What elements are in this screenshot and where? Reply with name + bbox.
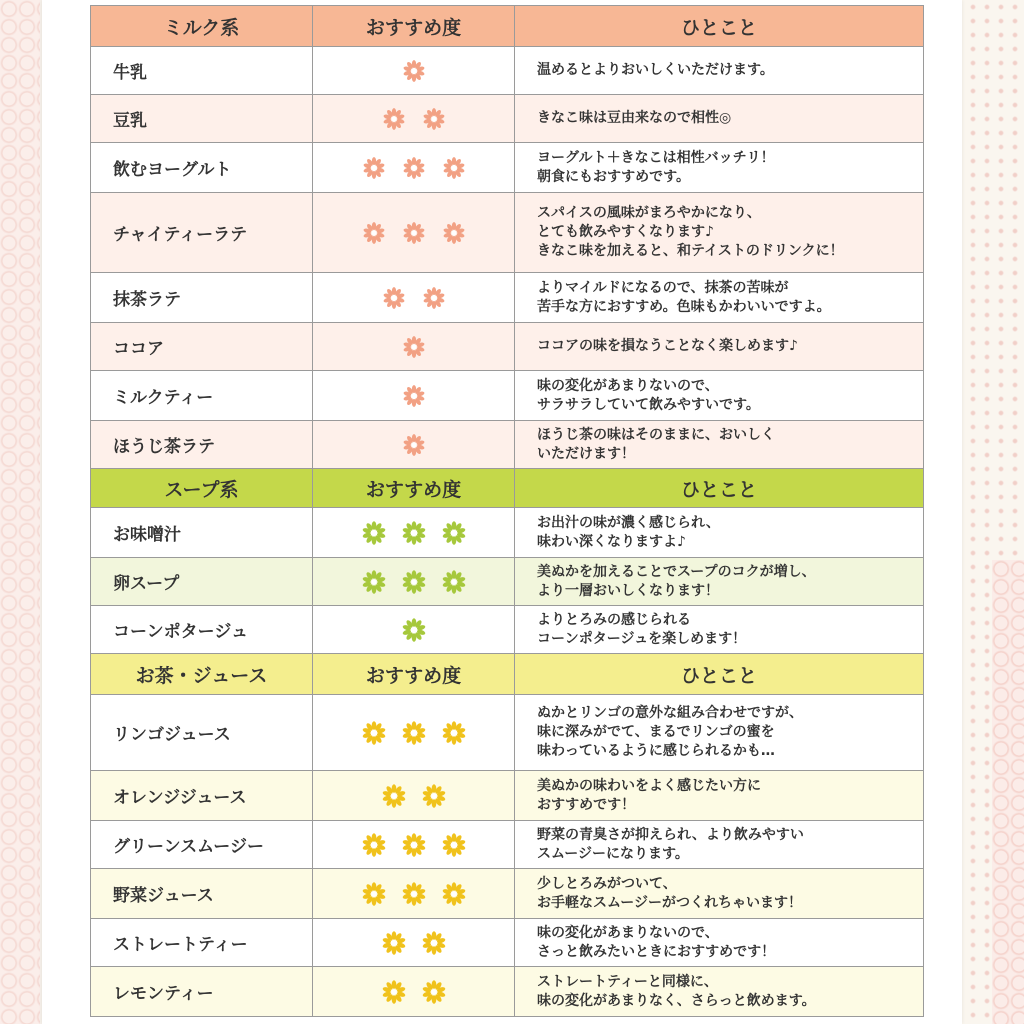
item-name: オレンジジュース xyxy=(91,771,313,821)
flower-icon xyxy=(422,286,446,310)
item-comment: 美ぬかを加えることでスープのコクが増し、 より一層おいしくなります！ xyxy=(515,558,924,606)
item-comment: 野菜の青臭さが抑えられ、より飲みやすい スムージーになります。 xyxy=(515,821,924,869)
comment-header: ひとこと xyxy=(515,6,924,47)
flower-icon xyxy=(401,881,427,907)
flower-icon xyxy=(401,832,427,858)
item-comment: ココアの味を損なうことなく楽しめます♪ xyxy=(515,323,924,371)
table-row xyxy=(91,193,924,273)
flower-icon xyxy=(381,783,407,809)
item-name: 牛乳 xyxy=(91,47,313,95)
item-comment: よりマイルドになるので、抹茶の苦味が 苦手な方におすすめ。色味もかわいいですよ。 xyxy=(515,273,924,323)
recommendation-rating xyxy=(313,421,515,469)
recommendation-rating xyxy=(313,47,515,95)
flower-icon xyxy=(421,979,447,1005)
table-row xyxy=(91,821,924,869)
flower-icon xyxy=(402,156,426,180)
comment-header: ひとこと xyxy=(515,654,924,695)
item-comment: 味の変化があまりないので、 サラサラしていて飲みやすいです。 xyxy=(515,371,924,421)
flower-icon xyxy=(422,107,446,131)
table-row xyxy=(91,695,924,771)
recommendation-rating xyxy=(313,95,515,143)
item-name: 飲むヨーグルト xyxy=(91,143,313,193)
recommendation-rating xyxy=(313,606,515,654)
comment-header: ひとこと xyxy=(515,469,924,508)
recommendation-rating xyxy=(313,371,515,421)
flower-icon xyxy=(402,221,426,245)
flower-icon xyxy=(382,286,406,310)
flower-icon xyxy=(401,617,427,643)
table-row xyxy=(91,508,924,558)
item-comment: 温めるとよりおいしくいただけます。 xyxy=(515,47,924,95)
flower-icon xyxy=(401,520,427,546)
rating-header: おすすめ度 xyxy=(313,469,515,508)
flower-icon xyxy=(441,520,467,546)
table-row xyxy=(91,558,924,606)
item-name: リンゴジュース xyxy=(91,695,313,771)
category-header: お茶・ジュース xyxy=(91,654,313,695)
recommendation-rating xyxy=(313,273,515,323)
item-comment: よりとろみの感じられる コーンポタージュを楽しめます！ xyxy=(515,606,924,654)
recommendation-rating xyxy=(313,508,515,558)
tea-header-row xyxy=(91,654,924,695)
item-name: コーンポタージュ xyxy=(91,606,313,654)
recommendation-rating xyxy=(313,919,515,967)
flower-icon xyxy=(362,156,386,180)
recommendation-rating xyxy=(313,193,515,273)
flower-icon xyxy=(402,335,426,359)
flower-icon xyxy=(381,979,407,1005)
flower-icon xyxy=(421,783,447,809)
item-name: 卵スープ xyxy=(91,558,313,606)
flower-icon xyxy=(402,59,426,83)
recommendation-table xyxy=(90,5,924,1017)
item-name: チャイティーラテ xyxy=(91,193,313,273)
flower-icon xyxy=(441,832,467,858)
background-pattern-right xyxy=(992,560,1024,1024)
flower-icon xyxy=(441,881,467,907)
table-row xyxy=(91,421,924,469)
category-header: スープ系 xyxy=(91,469,313,508)
table-row xyxy=(91,869,924,919)
item-name: 野菜ジュース xyxy=(91,869,313,919)
item-comment: ストレートティーと同様に、 味の変化があまりなく、さらっと飲めます。 xyxy=(515,967,924,1017)
category-header: ミルク系 xyxy=(91,6,313,47)
table-row xyxy=(91,919,924,967)
milk-header-row xyxy=(91,6,924,47)
table-row xyxy=(91,273,924,323)
recommendation-rating xyxy=(313,143,515,193)
item-name: ストレートティー xyxy=(91,919,313,967)
flower-icon xyxy=(441,720,467,746)
item-name: 豆乳 xyxy=(91,95,313,143)
rating-header: おすすめ度 xyxy=(313,6,515,47)
item-name: ほうじ茶ラテ xyxy=(91,421,313,469)
flower-icon xyxy=(361,520,387,546)
item-name: ココア xyxy=(91,323,313,371)
flower-icon xyxy=(361,881,387,907)
table-row xyxy=(91,323,924,371)
item-name: グリーンスムージー xyxy=(91,821,313,869)
flower-icon xyxy=(361,569,387,595)
table-row xyxy=(91,606,924,654)
item-comment: ヨーグルト＋きなこは相性バッチリ！ 朝食にもおすすめです。 xyxy=(515,143,924,193)
table-row xyxy=(91,47,924,95)
recommendation-rating xyxy=(313,821,515,869)
flower-icon xyxy=(442,156,466,180)
table-row xyxy=(91,143,924,193)
item-comment: お出汁の味が濃く感じられ、 味わい深くなりますよ♪ xyxy=(515,508,924,558)
flower-icon xyxy=(361,720,387,746)
table-row xyxy=(91,371,924,421)
item-comment: 少しとろみがついて、 お手軽なスムージーがつくれちゃいます！ xyxy=(515,869,924,919)
flower-icon xyxy=(402,384,426,408)
recommendation-rating xyxy=(313,967,515,1017)
item-name: お味噌汁 xyxy=(91,508,313,558)
flower-icon xyxy=(442,221,466,245)
paper-sheet xyxy=(42,0,962,1024)
recommendation-rating xyxy=(313,771,515,821)
flower-icon xyxy=(402,433,426,457)
item-comment: ほうじ茶の味はそのままに、おいしく いただけます！ xyxy=(515,421,924,469)
flower-icon xyxy=(381,930,407,956)
recommendation-rating xyxy=(313,695,515,771)
item-name: 抹茶ラテ xyxy=(91,273,313,323)
flower-icon xyxy=(421,930,447,956)
table-row xyxy=(91,771,924,821)
item-name: レモンティー xyxy=(91,967,313,1017)
flower-icon xyxy=(401,720,427,746)
item-comment: ぬかとリンゴの意外な組み合わせですが、 味に深みがでて、まるでリンゴの蜜を 味わっているように感じられるかも… xyxy=(515,695,924,771)
flower-icon xyxy=(401,569,427,595)
recommendation-rating xyxy=(313,869,515,919)
item-comment: きなこ味は豆由来なので相性◎ xyxy=(515,95,924,143)
soup-header-row xyxy=(91,469,924,508)
background-pattern-left xyxy=(0,0,40,1024)
flower-icon xyxy=(362,221,386,245)
rating-header: おすすめ度 xyxy=(313,654,515,695)
item-comment: スパイスの風味がまろやかになり、 とても飲みやすくなります♪ きなこ味を加えると、和テイストのドリンクに！ xyxy=(515,193,924,273)
flower-icon xyxy=(441,569,467,595)
item-name: ミルクティー xyxy=(91,371,313,421)
item-comment: 味の変化があまりないので、 さっと飲みたいときにおすすめです！ xyxy=(515,919,924,967)
recommendation-rating xyxy=(313,558,515,606)
table-row xyxy=(91,95,924,143)
recommendation-rating xyxy=(313,323,515,371)
item-comment: 美ぬかの味わいをよく感じたい方に おすすめです！ xyxy=(515,771,924,821)
flower-icon xyxy=(382,107,406,131)
flower-icon xyxy=(361,832,387,858)
table-row xyxy=(91,967,924,1017)
